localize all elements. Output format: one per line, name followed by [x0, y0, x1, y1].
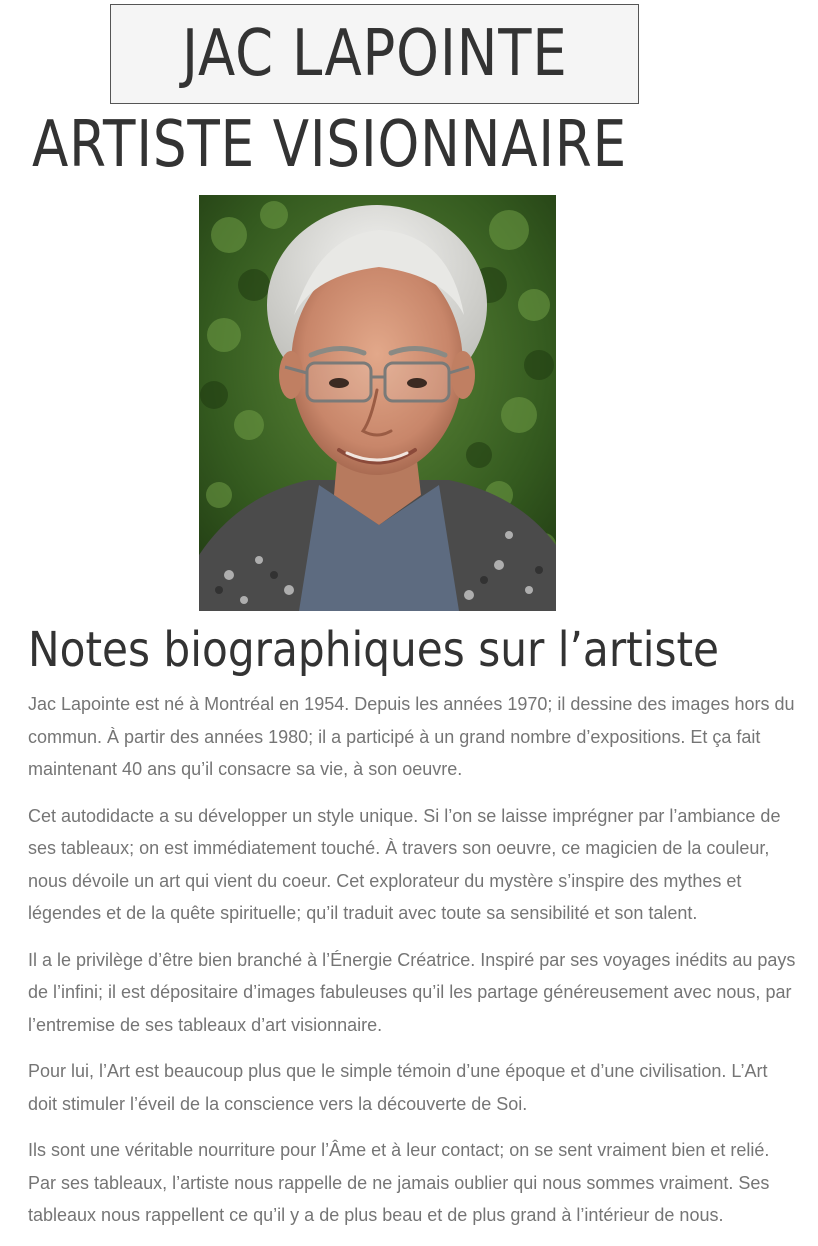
- bio-paragraph: Cet autodidacte a su développer un style unique. Si l’on se laisse imprégner par l’ambiance de ses tableaux; on est immédiatement touché. À travers son oeuvre, ce magicien de la couleur, nous dévoile un art qui vient du coeur. Cet explorateur du mystère s’inspire des mythes et légendes et de la quête spirituelle; qu’il traduit avec toute sa sensibilité et son talent.: [28, 805, 781, 923]
- bio-paragraph: Jac Lapointe est né à Montréal en 1954. Depuis les années 1970; il dessine des images hors du commun. À partir des années 1980; il a participé à un grand nombre d’expositions. Et ça fait maintenant 40 ans qu’il consacre sa vie, à son oeuvre.: [28, 694, 795, 779]
- bio-paragraph: Il a le privilège d’être bien branché à l’Énergie Créatrice. Inspiré par ses voyages inédits au pays de l’infini; il est dépositaire d’images fabuleuses qu’il les partage généreusement avec nous, par l’entremise de ses tableaux d’art visionnaire.: [28, 949, 796, 1035]
- bio-paragraph: Pour lui, l’Art est beaucoup plus que le simple témoin d’une époque et d’une civilisation. L’Art doit stimuler l’éveil de la conscience vers la découverte de Soi.: [28, 1061, 768, 1114]
- bio-paragraph: Ils sont une véritable nourriture pour l’Âme et à leur contact; on se sent vraiment bien et relié. Par ses tableaux, l’artiste nous rappelle de ne jamais oublier qui nous sommes vraiment. Ses tableaux nous rappellent ce qu’il y a de plus beau et de plus grand à l’intérieur de nous.: [28, 1140, 770, 1225]
- artist-portrait: [199, 195, 556, 611]
- artist-subtitle: ARTISTE VISIONNAIRE: [32, 108, 628, 182]
- artist-name-box: [110, 4, 639, 104]
- bio-section-heading: Notes biographiques sur l’artiste: [28, 622, 720, 678]
- biography-text: [28, 688, 798, 1246]
- artist-name: JAC LAPOINTE: [181, 17, 568, 91]
